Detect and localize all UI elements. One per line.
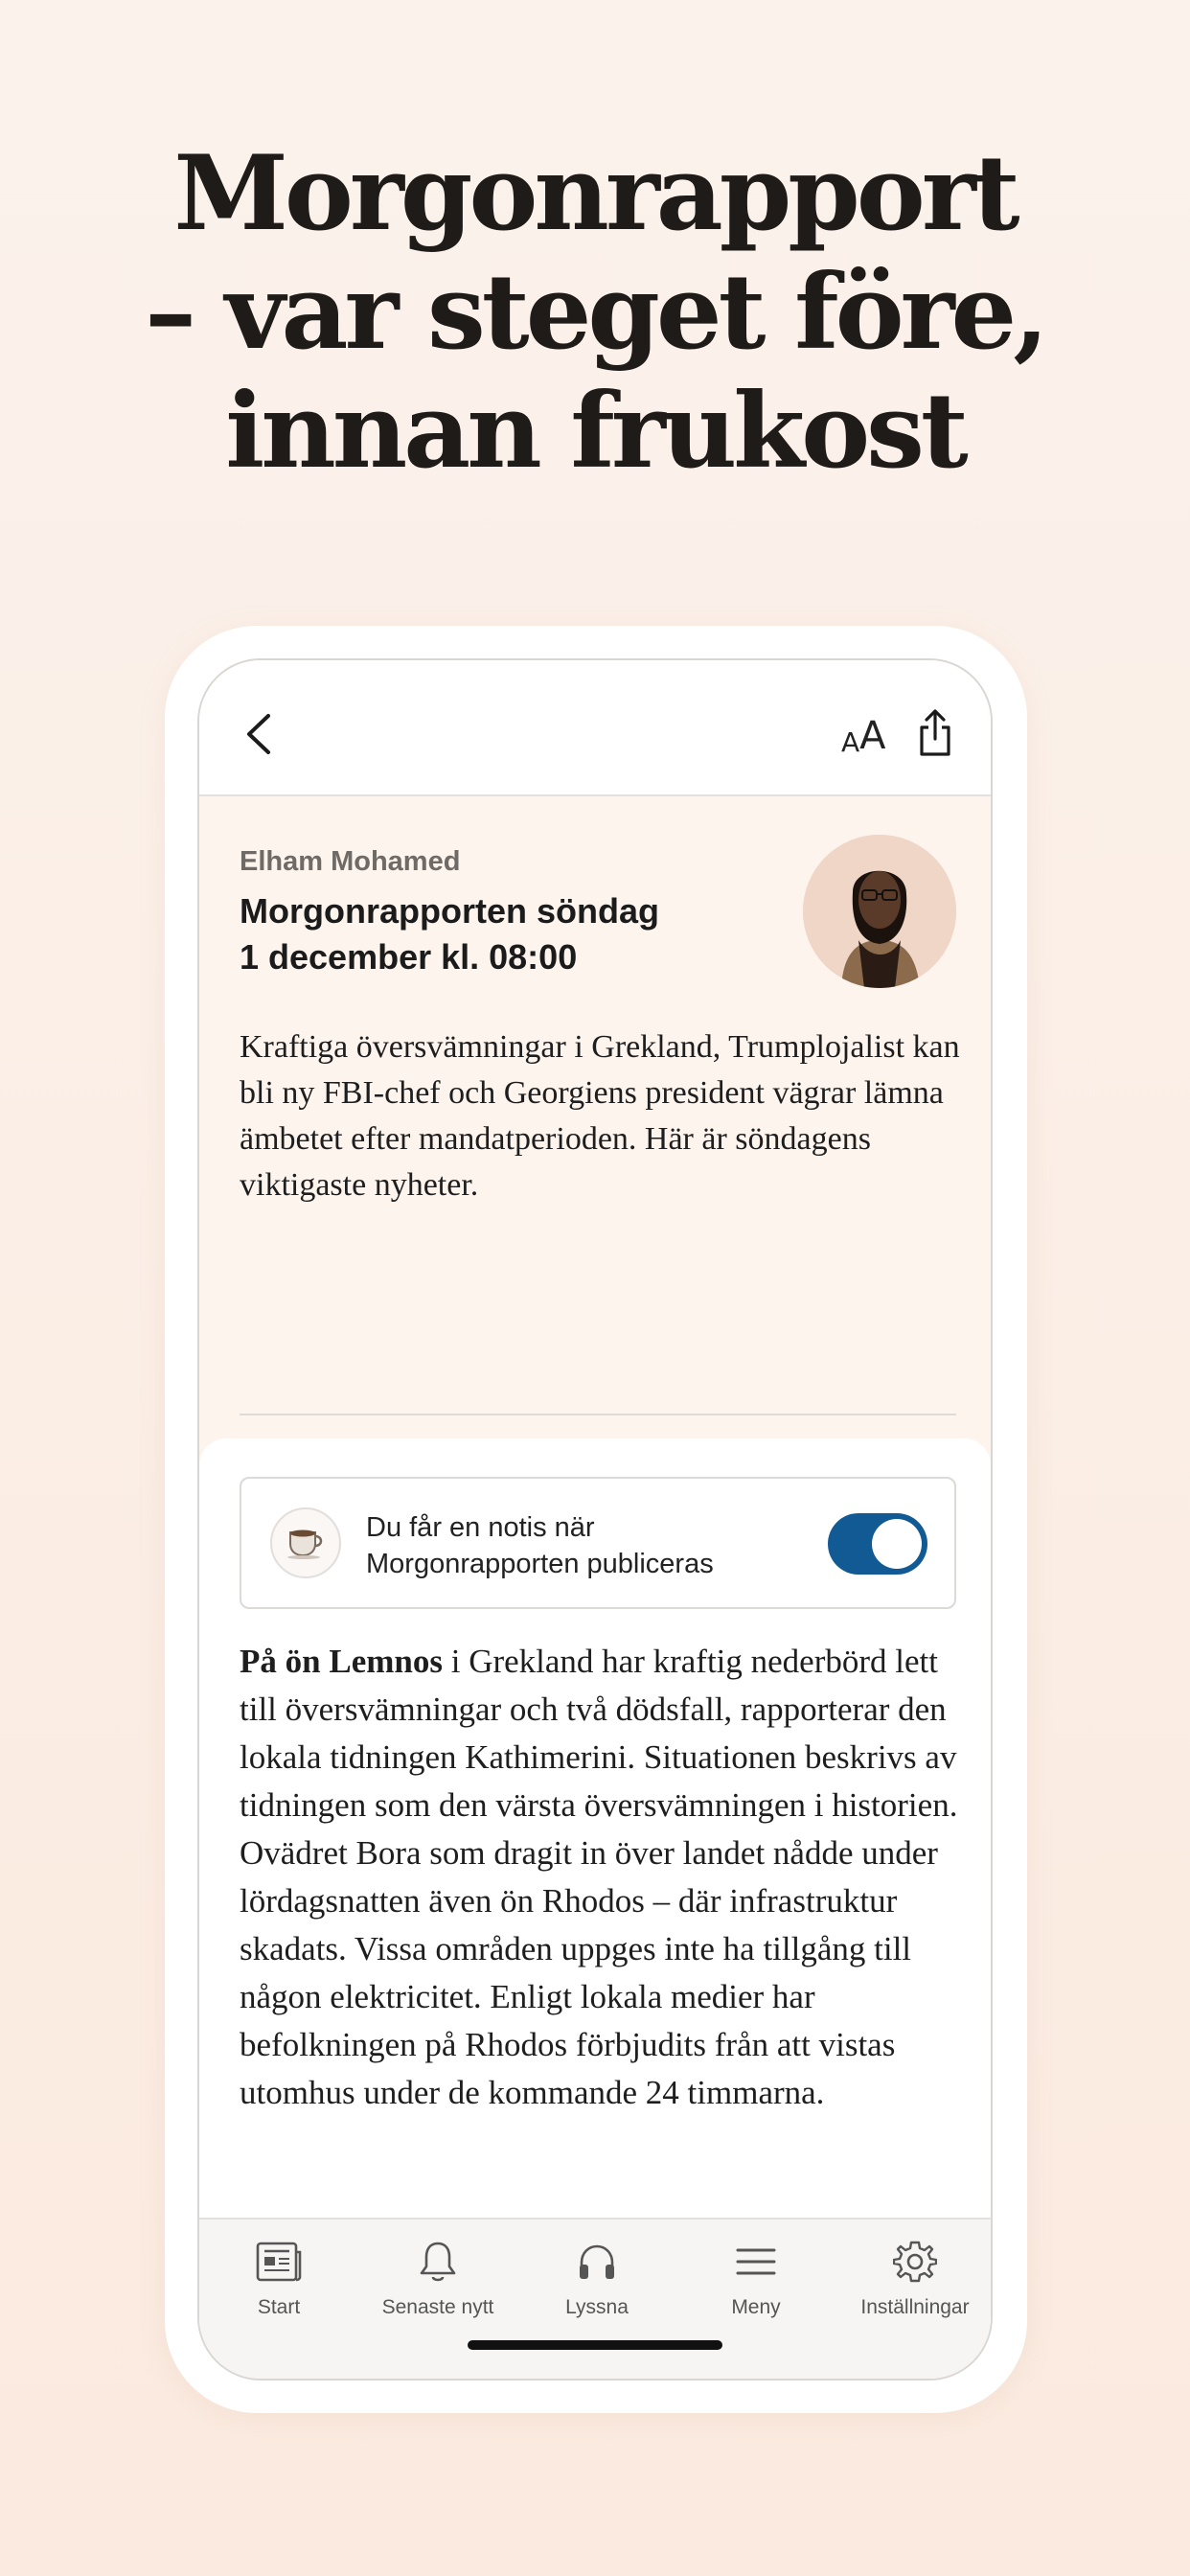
author-portrait-icon xyxy=(803,835,956,988)
back-button[interactable] xyxy=(240,710,278,758)
article-toolbar xyxy=(199,660,991,796)
text-size-button[interactable] xyxy=(841,712,886,758)
tab-menu[interactable] xyxy=(676,2235,835,2331)
section-divider xyxy=(240,1414,956,1415)
coffee-cup-icon xyxy=(270,1507,341,1578)
tab-listen-label: Lyssna xyxy=(565,2296,629,2318)
tab-menu-label: Meny xyxy=(731,2296,781,2318)
bell-icon xyxy=(419,2240,457,2284)
newspaper-icon xyxy=(255,2241,303,2283)
body-lead-bold: På ön Lemnos xyxy=(240,1643,443,1680)
author-avatar xyxy=(803,835,956,988)
headline-line-1: Morgonrapport xyxy=(173,133,1017,254)
tab-latest-news-label: Senaste nytt xyxy=(381,2296,494,2318)
notification-text: Du får en notis när Morgonrapporten publiceras xyxy=(366,1512,714,1579)
toggle-knob xyxy=(872,1519,922,1569)
article-title-line-1: Morgonrapporten söndag xyxy=(240,891,659,931)
article-title xyxy=(240,888,659,980)
headline-line-2: – var steget före, xyxy=(145,252,1045,373)
body-paragraph: i Grekland har kraftig nederbörd lett till översvämningar och två dödsfall, rapporterar den lokala tidningen Kathimerini. Situationen beskrivs av tidningen som den värsta översvämningen i historien. Ovädret Bora som dragit in över landet nådde under lördagsnatten även ön Rhodos – där infrastruktur skadats. Vissa områden uppges inte ha tillgång till någon elektricitet. Enligt lokala medier har befolkningen på Rhodos förbjudits från att vistas utomhus under de kommande 24 timmarna. xyxy=(240,1643,958,2111)
headline-line-3: innan frukost xyxy=(225,371,965,492)
article-lead: Kraftiga översvämningar i Grekland, Trumplojalist kan bli ny FBI-chef och Georgiens president vägrar lämna ämbetet efter mandatperioden. Här är söndagens viktigaste nyheter. xyxy=(240,1029,960,1203)
home-indicator[interactable] xyxy=(468,2340,722,2350)
text-size-small-a: A xyxy=(841,726,860,758)
article-title-line-2: 1 december kl. 08:00 xyxy=(240,937,578,977)
phone-frame xyxy=(165,626,1027,2413)
tab-start-label: Start xyxy=(257,2296,301,2318)
author-name: Elham Mohamed xyxy=(240,846,461,877)
notification-card xyxy=(240,1477,956,1609)
tab-settings-label: Inställningar xyxy=(860,2296,970,2318)
text-size-large-a: A xyxy=(859,714,886,758)
share-button[interactable] xyxy=(916,708,954,758)
share-icon xyxy=(916,708,954,758)
article-body-text xyxy=(240,1638,968,2117)
article-header xyxy=(199,796,991,1467)
notification-toggle[interactable] xyxy=(828,1513,927,1575)
tab-listen[interactable] xyxy=(517,2235,676,2331)
tab-latest-news[interactable] xyxy=(358,2235,517,2331)
chevron-left-icon xyxy=(240,710,278,758)
headphones-icon xyxy=(576,2242,618,2282)
menu-icon xyxy=(735,2244,777,2279)
promo-headline xyxy=(0,134,1190,491)
gear-icon xyxy=(893,2240,937,2284)
tab-start[interactable] xyxy=(199,2235,358,2331)
bottom-tab-bar xyxy=(199,2218,991,2380)
tab-settings[interactable] xyxy=(835,2235,993,2331)
app-screen xyxy=(197,658,993,2380)
